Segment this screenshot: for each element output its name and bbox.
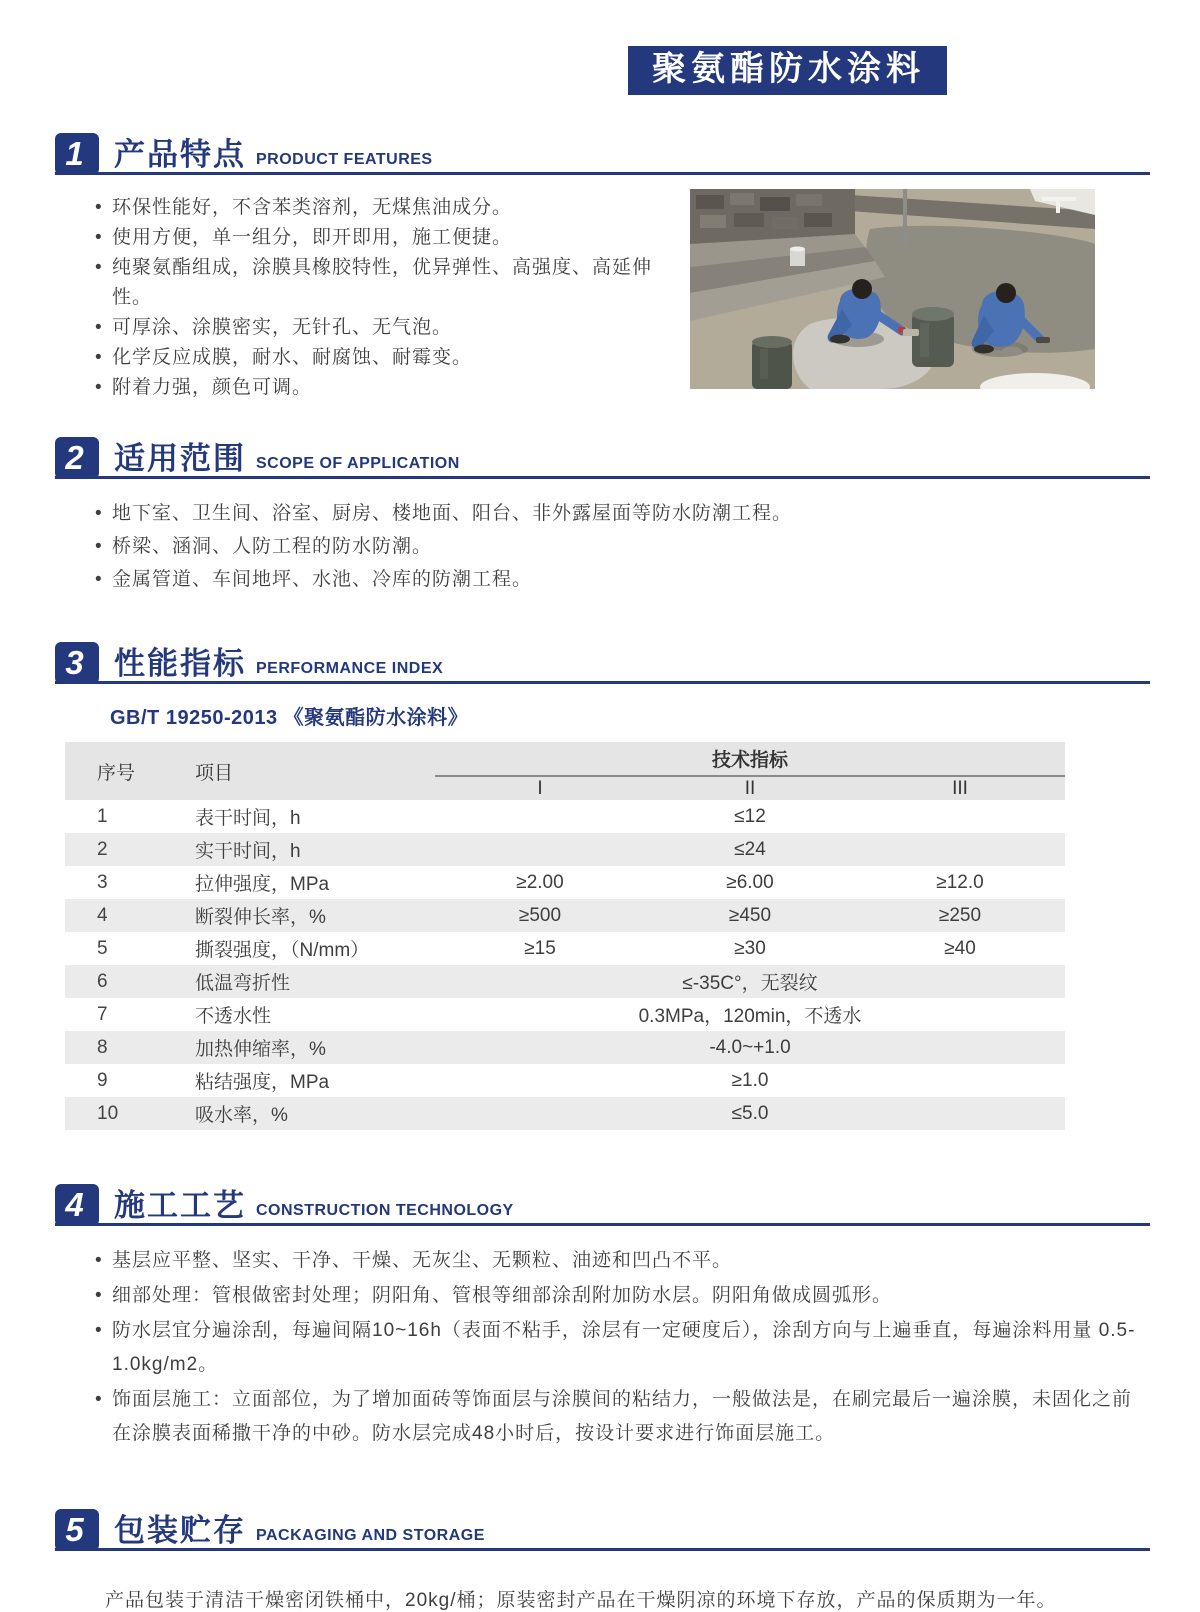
- section-1-heading: [55, 133, 1150, 175]
- table-row: [65, 998, 1065, 1031]
- table-row: [65, 866, 1065, 899]
- row-value-grade-1: ≥15: [524, 937, 556, 959]
- row-index: 7: [97, 1003, 108, 1025]
- section-3-heading: [55, 642, 1150, 684]
- product-features-list: [95, 193, 678, 403]
- standard-reference: GB/T 19250-2013 《聚氨酯防水涂料》: [110, 707, 469, 730]
- list-item: • 桥梁、涵洞、人防工程的防水防潮。: [95, 530, 1150, 563]
- section-3-number: 3: [55, 642, 99, 684]
- section-3-title-en: PERFORMANCE INDEX: [256, 660, 444, 678]
- row-index: 5: [97, 937, 108, 959]
- section-1-title-en: PRODUCT FEATURES: [256, 151, 433, 169]
- section-3-title-zh: 性能指标: [114, 645, 246, 681]
- section-2-title-en: SCOPE OF APPLICATION: [256, 455, 460, 473]
- row-index: 4: [97, 904, 108, 926]
- row-index: 9: [97, 1069, 108, 1091]
- list-item: • 饰面层施工：立面部位，为了增加面砖等饰面层与涂膜间的粘结力，一般做法是，在刷完最后一遍涂膜，未固化之前在涂膜表面稀撒干净的中砂。防水层完成48小时后，按设计要求进行饰面层施工。: [95, 1383, 1150, 1451]
- row-value-grade-2: ≥30: [734, 937, 766, 959]
- section-performance-index: [55, 642, 1150, 1130]
- row-item: 吸水率，%: [195, 1105, 288, 1127]
- section-2-number: 2: [55, 437, 99, 479]
- row-index: 2: [97, 838, 108, 860]
- section-packaging-storage: [55, 1509, 1150, 1612]
- performance-table: [65, 742, 1065, 1130]
- section-4-number: 4: [55, 1184, 99, 1226]
- row-item: 不透水性: [195, 1006, 272, 1028]
- row-item: 加热伸缩率，%: [195, 1039, 326, 1061]
- construction-steps-list: [95, 1244, 1150, 1451]
- row-value-grade-3: ≥250: [938, 904, 982, 926]
- product-title-badge: 聚氨酯防水涂料: [628, 46, 947, 95]
- list-item: • 地下室、卫生间、浴室、厨房、楼地面、阳台、非外露屋面等防水防潮工程。: [95, 497, 1150, 530]
- grade-header-2: II: [744, 777, 756, 799]
- table-row: [65, 932, 1065, 965]
- list-item: • 使用方便，单一组分，即开即用，施工便捷。: [95, 223, 678, 253]
- scope-list: [95, 497, 1150, 596]
- table-row: [65, 965, 1065, 998]
- row-item: 粘结强度，MPa: [195, 1072, 330, 1094]
- section-scope-of-application: [55, 437, 1150, 596]
- section-product-features: [55, 133, 1150, 403]
- section-5-heading: [55, 1509, 1150, 1551]
- list-item: • 防水层宜分遍涂刮，每遍间隔10~16h（表面不粘手，涂层有一定硬度后），涂刮方向与上遍垂直，每遍涂料用量 0.5-1.0kg/m2。: [95, 1314, 1150, 1382]
- row-item: 拉伸强度，MPa: [195, 874, 330, 896]
- row-index: 1: [97, 805, 108, 827]
- list-item: • 基层应平整、坚实、干净、干燥、无灰尘、无颗粒、油迹和凹凸不平。: [95, 1244, 1150, 1278]
- row-value-grade-3: ≥12.0: [936, 871, 984, 893]
- rooftop-workers-photo-illustration: [690, 189, 1095, 389]
- col-header-tech-index: 技术指标: [435, 742, 1065, 776]
- row-index: 3: [97, 871, 108, 893]
- row-value-grade-3: ≥40: [944, 937, 976, 959]
- row-value-grade-1: ≥2.00: [516, 871, 564, 893]
- list-item: • 环保性能好，不含苯类溶剂，无煤焦油成分。: [95, 193, 678, 223]
- section-construction-technology: [55, 1184, 1150, 1451]
- section-1-body: [55, 189, 1150, 403]
- section-4-title-zh: 施工工艺: [114, 1187, 246, 1223]
- row-value: ≤12: [734, 805, 766, 827]
- row-value: ≤-35C°，无裂纹: [682, 973, 818, 995]
- section-1-title-zh: 产品特点: [114, 136, 246, 172]
- row-value: ≤5.0: [731, 1102, 769, 1124]
- table-row: [65, 1031, 1065, 1064]
- section-5-title-zh: 包装贮存: [114, 1512, 246, 1548]
- row-index: 6: [97, 970, 108, 992]
- section-1-number: 1: [55, 133, 99, 175]
- table-row: [65, 1097, 1065, 1130]
- row-item: 断裂伸长率，%: [195, 907, 326, 929]
- section-4-title-en: CONSTRUCTION TECHNOLOGY: [256, 1202, 514, 1220]
- row-value-grade-1: ≥500: [518, 904, 562, 926]
- table-row: [65, 800, 1065, 833]
- row-value: ≤24: [734, 838, 766, 860]
- row-item: 低温弯折性: [195, 973, 291, 995]
- row-value-grade-2: ≥6.00: [726, 871, 774, 893]
- row-value: ≥1.0: [731, 1069, 769, 1091]
- row-value-grade-2: ≥450: [728, 904, 772, 926]
- section-5-title-en: PACKAGING AND STORAGE: [256, 1527, 485, 1545]
- grade-header-3: III: [952, 777, 968, 799]
- table-row: [65, 1064, 1065, 1097]
- row-item: 撕裂强度，（N/mm）: [195, 940, 370, 962]
- list-item: • 可厚涂、涂膜密实，无针孔、无气泡。: [95, 313, 678, 343]
- col-header-index: 序号: [97, 762, 136, 784]
- grade-header-1: I: [537, 777, 543, 799]
- row-index: 10: [97, 1102, 119, 1124]
- section-4-heading: [55, 1184, 1150, 1226]
- list-item: • 金属管道、车间地坪、水池、冷库的防潮工程。: [95, 563, 1150, 596]
- list-item: • 细部处理：管根做密封处理；阴阳角、管根等细部涂刮附加防水层。阴阳角做成圆弧形。: [95, 1279, 1150, 1313]
- row-value: -4.0~+1.0: [709, 1036, 791, 1058]
- list-item: • 附着力强，颜色可调。: [95, 373, 678, 403]
- row-item: 实干时间，h: [195, 841, 301, 863]
- list-item: • 化学反应成膜，耐水、耐腐蚀、耐霉变。: [95, 343, 678, 373]
- table-row: [65, 899, 1065, 932]
- row-item: 表干时间，h: [195, 808, 301, 830]
- list-item: • 纯聚氨酯组成，涂膜具橡胶特性，优异弹性、高强度、高延伸性。: [95, 253, 678, 313]
- col-header-item: 项目: [195, 762, 234, 784]
- table-row: [65, 833, 1065, 866]
- section-2-heading: [55, 437, 1150, 479]
- row-index: 8: [97, 1036, 108, 1058]
- row-value: 0.3MPa，120min，不透水: [638, 1006, 862, 1028]
- section-2-title-zh: 适用范围: [114, 440, 246, 476]
- packaging-storage-text: 产品包装于清洁干燥密闭铁桶中，20kg/桶；原装密封产品在干燥阴凉的环境下存放，产品的保质期为一年。: [105, 1590, 1057, 1612]
- section-5-number: 5: [55, 1509, 99, 1551]
- application-photo: [690, 189, 1095, 389]
